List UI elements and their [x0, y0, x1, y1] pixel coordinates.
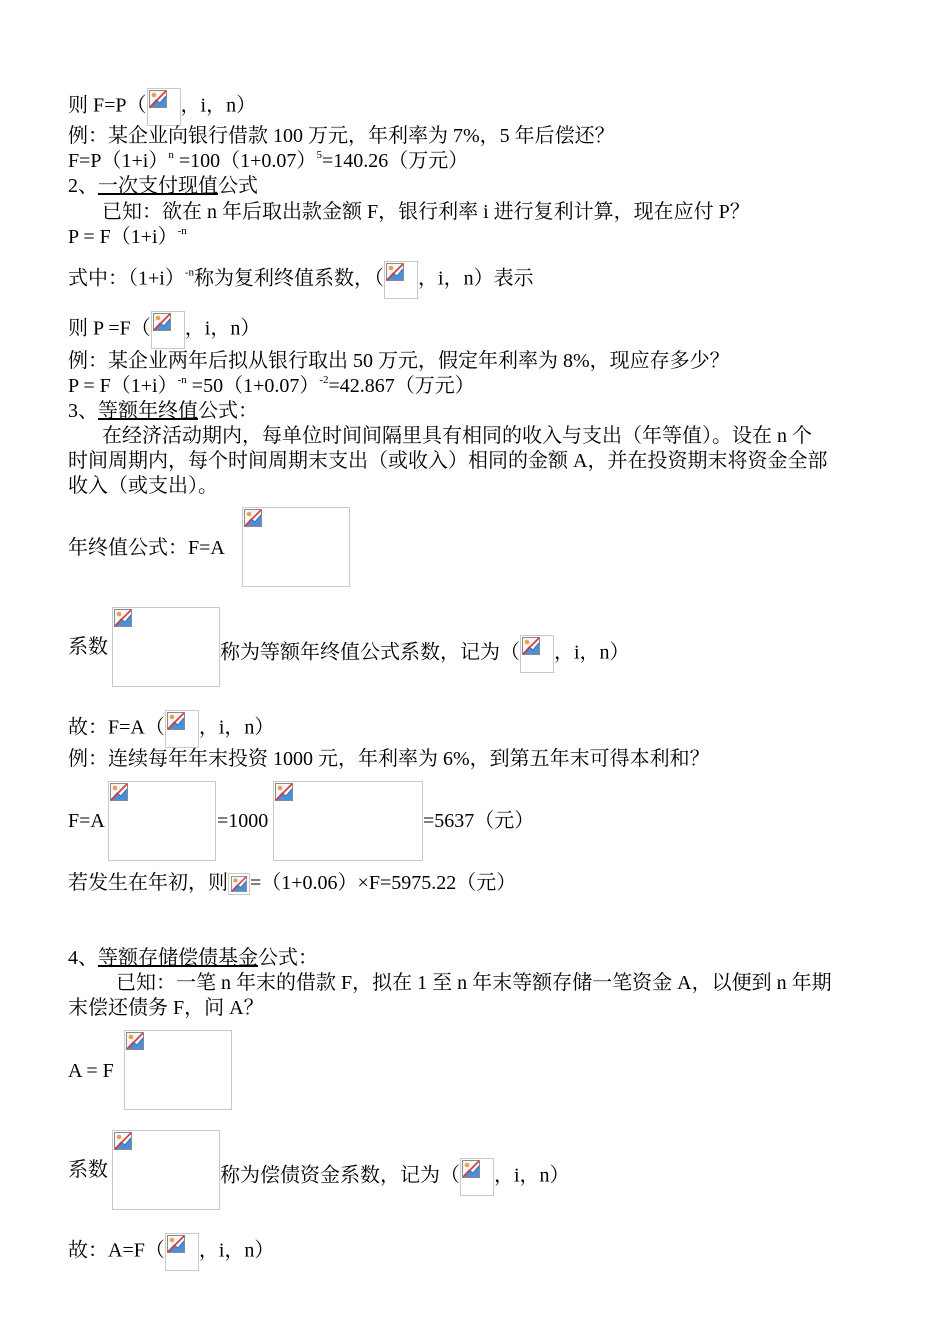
- text: =50（1+0.07）: [186, 375, 320, 397]
- line-6: [68, 225, 187, 249]
- text: 公式：: [258, 947, 318, 969]
- formula-image: [165, 1233, 199, 1271]
- text: ，i，n）: [180, 94, 257, 117]
- broken-image-icon: [110, 783, 128, 801]
- line-4-heading: [68, 174, 258, 198]
- superscript: -n: [177, 374, 187, 386]
- text: 公式：: [198, 400, 258, 422]
- broken-image-icon: [149, 90, 167, 108]
- superscript: -2: [319, 374, 329, 386]
- text: =140.26（万元）: [321, 150, 469, 172]
- formula-image: [124, 1030, 232, 1110]
- line-19-tail: =5637（元）: [423, 810, 535, 832]
- formula-image: [108, 781, 216, 861]
- text: 则 P =F（: [68, 317, 151, 340]
- line-2: 例：某企业向银行借款 100 万元，年利率为 7%，5 年后偿还？: [68, 125, 615, 147]
- text: 4、: [68, 947, 98, 969]
- broken-image-icon: [462, 1160, 480, 1178]
- broken-image-icon: [386, 263, 404, 281]
- text: 2、: [68, 175, 98, 197]
- line-11-heading: [68, 399, 258, 423]
- line-7: [68, 261, 534, 299]
- formula-image: [112, 1130, 220, 1210]
- broken-image-icon: [167, 1235, 185, 1253]
- line-16-tail: [220, 635, 630, 673]
- line-14: 收入（或支出）。: [68, 475, 218, 497]
- superscript: -n: [184, 266, 195, 279]
- line-5: 已知：欲在 n 年后取出款金额 F，银行利率 i 进行复利计算，现在应付 P？: [102, 201, 750, 223]
- heading-underlined: 等额年终值: [98, 400, 198, 422]
- formula-image: [165, 710, 199, 748]
- broken-image-icon: [231, 876, 247, 892]
- superscript: 5: [316, 149, 322, 161]
- superscript: n: [168, 149, 174, 161]
- line-16: [68, 635, 108, 659]
- line-9: 例：某企业两年后拟从银行取出 50 万元，假定年利率为 8%，现应存多少？: [68, 350, 730, 372]
- text: ，i，n）表示: [418, 267, 534, 290]
- text: ，i，n）: [198, 1239, 275, 1262]
- text: =（1+0.06）×F=5975.22（元）: [250, 872, 517, 894]
- text: F=P（1+i）: [68, 150, 169, 172]
- text: ，i，n）: [494, 1164, 570, 1187]
- text: P = F（1+i）: [68, 375, 178, 397]
- line-19-mid: =1000: [217, 810, 269, 832]
- heading-underlined: 等额存储偿债基金: [98, 947, 258, 969]
- line-19: F=A: [68, 810, 105, 832]
- text: ，i，n）: [184, 317, 261, 340]
- text: 若发生在年初，则: [68, 872, 228, 894]
- line-17: [68, 710, 274, 748]
- line-21-heading: [68, 946, 318, 970]
- broken-image-icon: [522, 637, 540, 655]
- line-13: 时间周期内，每个时间周期末支出（或收入）相同的金额 A，并在投资期末将资金全部: [68, 450, 828, 472]
- formula-image: [520, 635, 554, 673]
- line-10: [68, 374, 475, 398]
- superscript: -n: [177, 225, 187, 237]
- text: 故：A=F（: [68, 1239, 165, 1262]
- line-23: 末偿还债务 F，问 A？: [68, 997, 264, 1019]
- broken-image-icon: [275, 783, 293, 801]
- text: 称为偿债资金系数，记为（: [220, 1164, 460, 1187]
- text: 故：F=A（: [68, 716, 165, 739]
- line-15: 年终值公式：F=A: [68, 537, 225, 559]
- formula-image: [242, 507, 350, 587]
- broken-image-icon: [244, 509, 262, 527]
- text: 则 F=P（: [68, 94, 147, 117]
- formula-image: [460, 1158, 494, 1196]
- formula-image: [151, 311, 185, 349]
- broken-image-icon: [126, 1032, 144, 1050]
- line-20: [68, 871, 516, 895]
- formula-image: [228, 873, 250, 895]
- text: ，i，n）: [198, 716, 275, 739]
- heading-underlined: 一次支付现值: [98, 175, 218, 197]
- broken-image-icon: [153, 313, 171, 331]
- text: 系数: [68, 636, 108, 658]
- line-22: 已知：一笔 n 年末的借款 F，拟在 1 至 n 年末等额存储一笔资金 A，以便到 n 年期: [116, 972, 832, 994]
- formula-image: [112, 607, 220, 687]
- text: 称为等额年终值公式系数，记为（: [220, 641, 520, 664]
- line-18: 例：连续每年年末投资 1000 元，年利率为 6%，到第五年末可得本利和？: [68, 748, 710, 770]
- text: 3、: [68, 400, 98, 422]
- broken-image-icon: [167, 712, 185, 730]
- line-26: [68, 1233, 274, 1271]
- line-8: [68, 311, 260, 349]
- formula-image: [147, 88, 181, 126]
- broken-image-icon: [114, 1132, 132, 1150]
- text: P = F（1+i）: [68, 226, 178, 248]
- text: =42.867（万元）: [328, 375, 475, 397]
- line-24: A = F: [68, 1060, 114, 1082]
- formula-image: [384, 261, 418, 299]
- broken-image-icon: [114, 609, 132, 627]
- line-25-tail: [220, 1158, 570, 1196]
- line-3: [68, 149, 468, 173]
- line-25: 系数: [68, 1159, 108, 1181]
- line-12: 在经济活动期内，每单位时间间隔里具有相同的收入与支出（年等值）。设在 n 个: [102, 425, 812, 447]
- formula-image: [273, 781, 423, 861]
- text: =100（1+0.07）: [173, 150, 317, 172]
- text: 公式: [218, 175, 258, 197]
- text: ，i，n）: [554, 641, 630, 664]
- line-1: [68, 88, 256, 126]
- text: 式中：（1+i）: [68, 267, 185, 290]
- text: 称为复利终值系数，（: [194, 267, 385, 290]
